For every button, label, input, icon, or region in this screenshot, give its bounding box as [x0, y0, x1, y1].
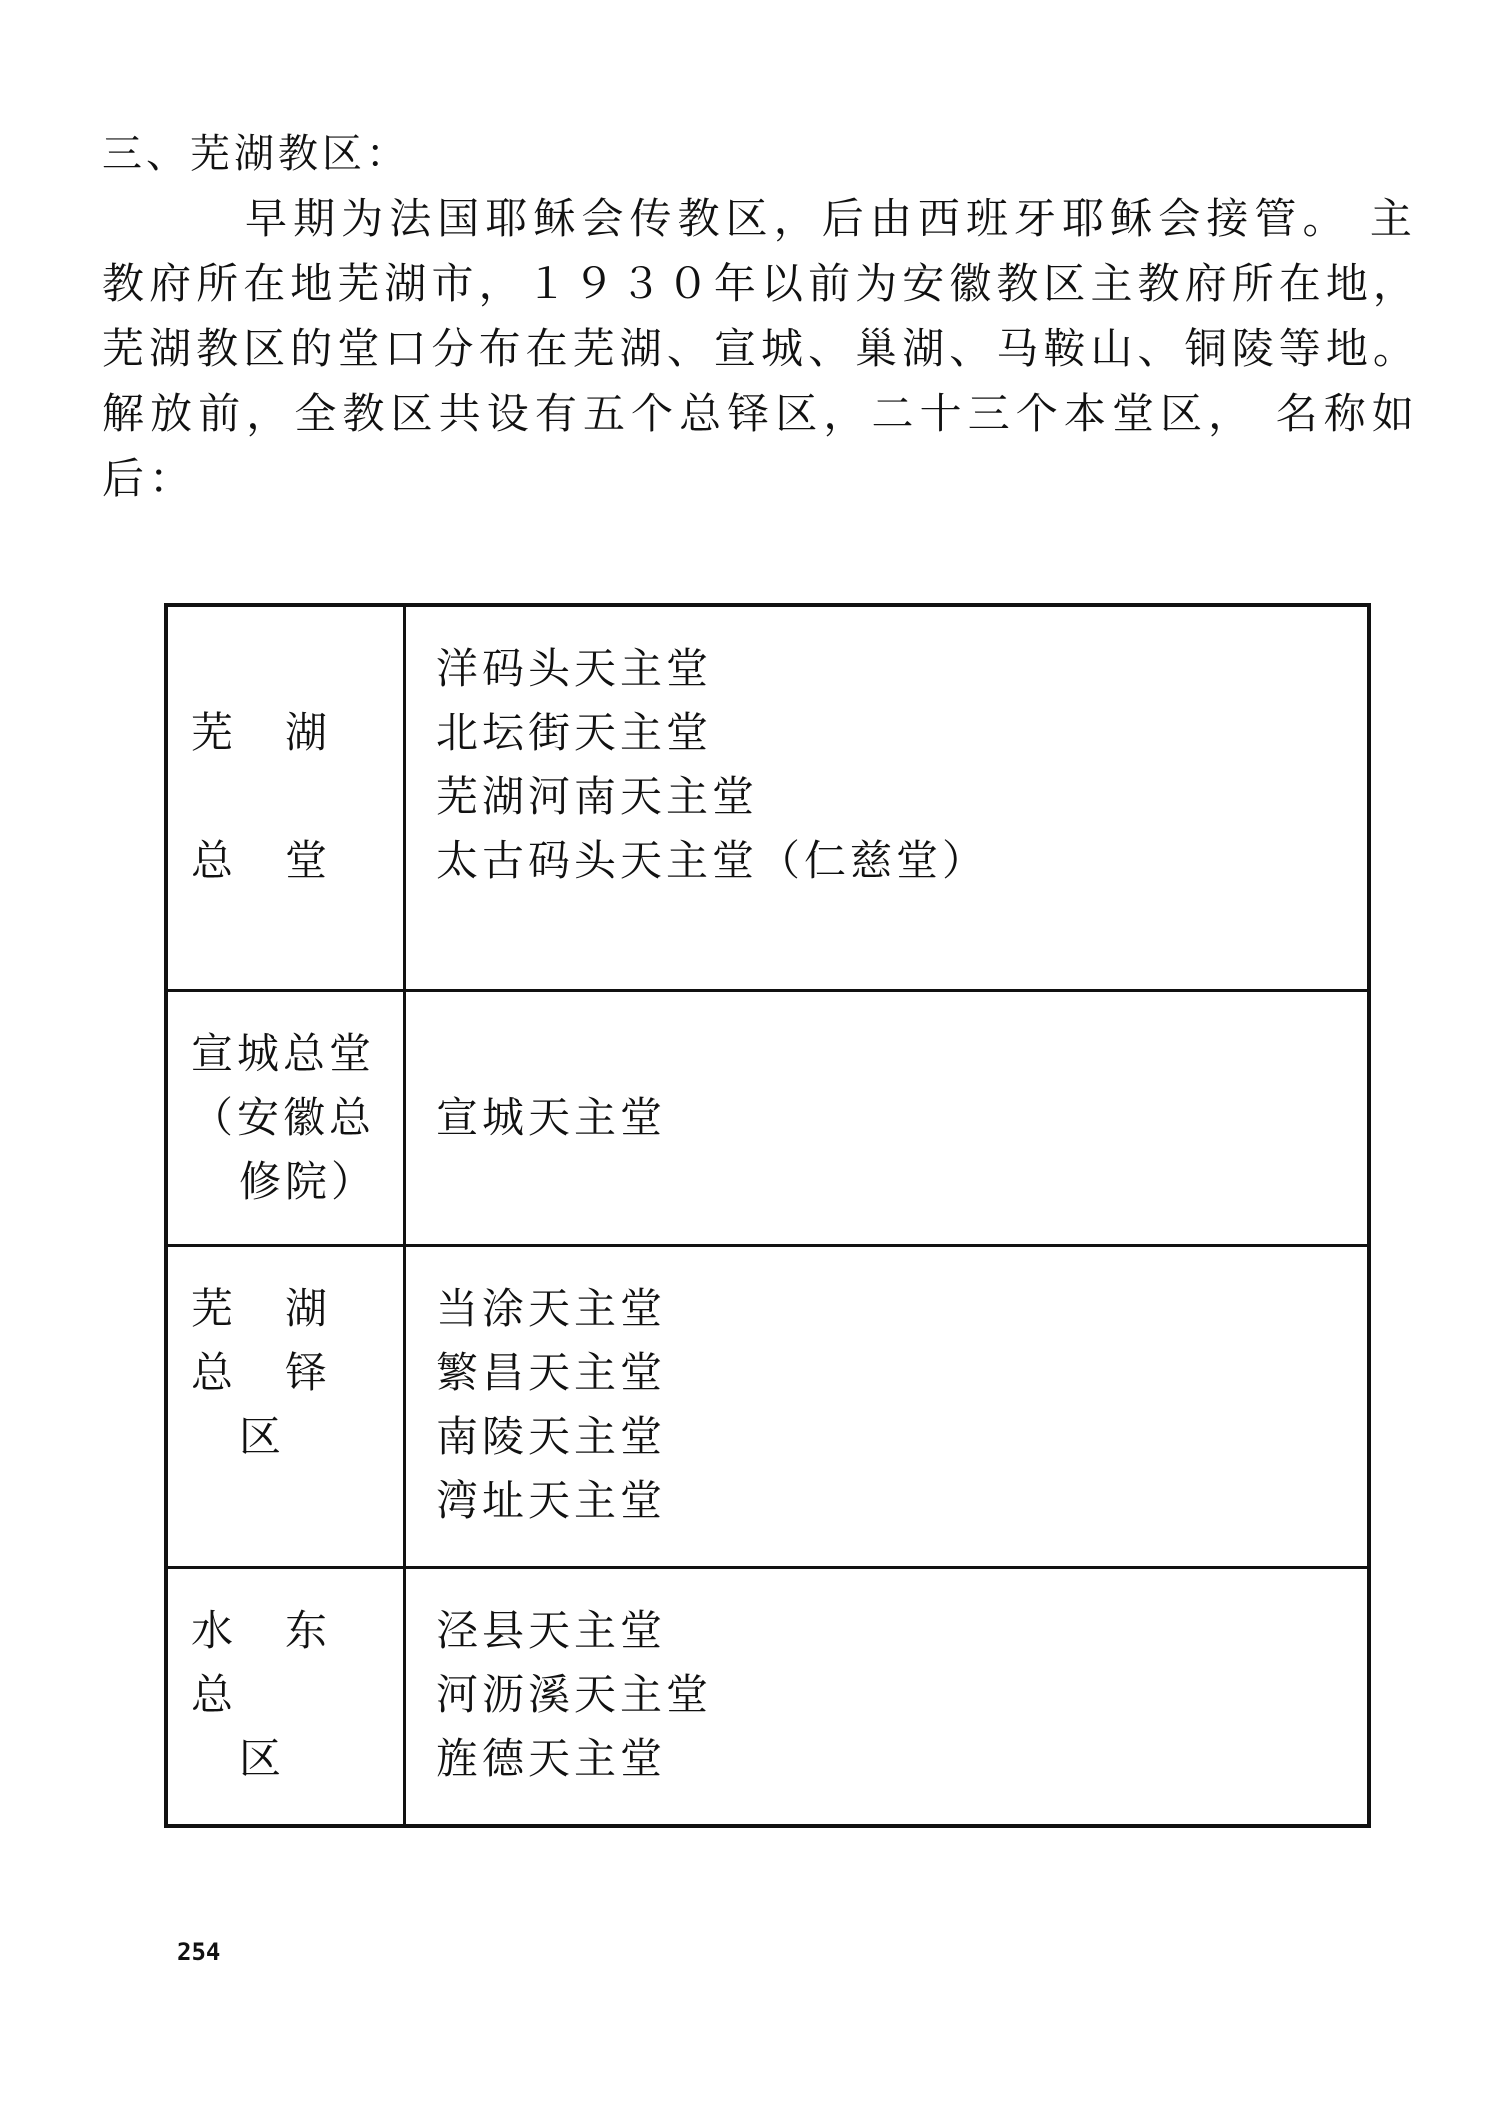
district-label-line: 宣城总堂 [191, 1029, 376, 1078]
church-name: 泾县天主堂 [436, 1606, 667, 1655]
church-name: 北坛街天主堂 [436, 708, 713, 757]
district-label-line: 总铎 [191, 1348, 380, 1397]
district-label-line: 水东 [191, 1606, 380, 1655]
paragraph-line: 早期为法国耶稣会传教区，后由西班牙耶稣会接管。 主 [245, 194, 1418, 243]
table-row [168, 1566, 1367, 1824]
district-label-line: （安徽总 [191, 1093, 376, 1142]
intro-paragraph [102, 186, 1420, 511]
church-list-cell [406, 1569, 1367, 1824]
church-name: 芜湖河南天主堂 [436, 772, 759, 821]
district-label-line: 总 [191, 1670, 238, 1719]
section-heading: 三、芜湖教区： [102, 131, 410, 177]
church-name: 太古码头天主堂（仁慈堂） [436, 836, 989, 885]
district-label-line: 区 [239, 1412, 286, 1461]
church-list-cell [406, 607, 1367, 989]
church-list-cell [406, 1247, 1367, 1566]
church-name: 南陵天主堂 [436, 1412, 667, 1461]
paragraph-line: 教府所在地芜湖市，１９３０年以前为安徽教区主教府所在地， [102, 259, 1420, 308]
church-name: 河沥溪天主堂 [436, 1670, 713, 1719]
church-name: 旌德天主堂 [436, 1734, 667, 1783]
church-name: 当涂天主堂 [436, 1284, 667, 1333]
paragraph-line: 解放前，全教区共设有五个总铎区，二十三个本堂区， 名称如 [102, 389, 1420, 438]
table-row [168, 1244, 1367, 1566]
district-label-line: 芜湖 [191, 1284, 380, 1333]
district-cell [168, 1569, 406, 1824]
district-label-line: 修院） [239, 1157, 378, 1206]
district-cell [168, 607, 406, 989]
table-row [168, 989, 1367, 1244]
district-label-line: 芜湖 [191, 708, 380, 757]
district-label-line: 区 [239, 1734, 286, 1783]
paragraph-line: 芜湖教区的堂口分布在芜湖、宣城、巢湖、马鞍山、铜陵等地。 [102, 324, 1420, 373]
page-number: 254 [177, 1938, 221, 1966]
church-name: 洋码头天主堂 [436, 644, 713, 693]
church-name: 繁昌天主堂 [436, 1348, 667, 1397]
church-list-cell [406, 992, 1367, 1244]
district-label-line: 总堂 [191, 836, 380, 885]
table-row [168, 607, 1367, 989]
parish-table [164, 603, 1371, 1828]
district-cell [168, 992, 406, 1244]
church-name: 宣城天主堂 [436, 1093, 667, 1142]
paragraph-line: 后： [102, 454, 197, 503]
church-name: 湾址天主堂 [436, 1476, 667, 1525]
district-cell [168, 1247, 406, 1566]
